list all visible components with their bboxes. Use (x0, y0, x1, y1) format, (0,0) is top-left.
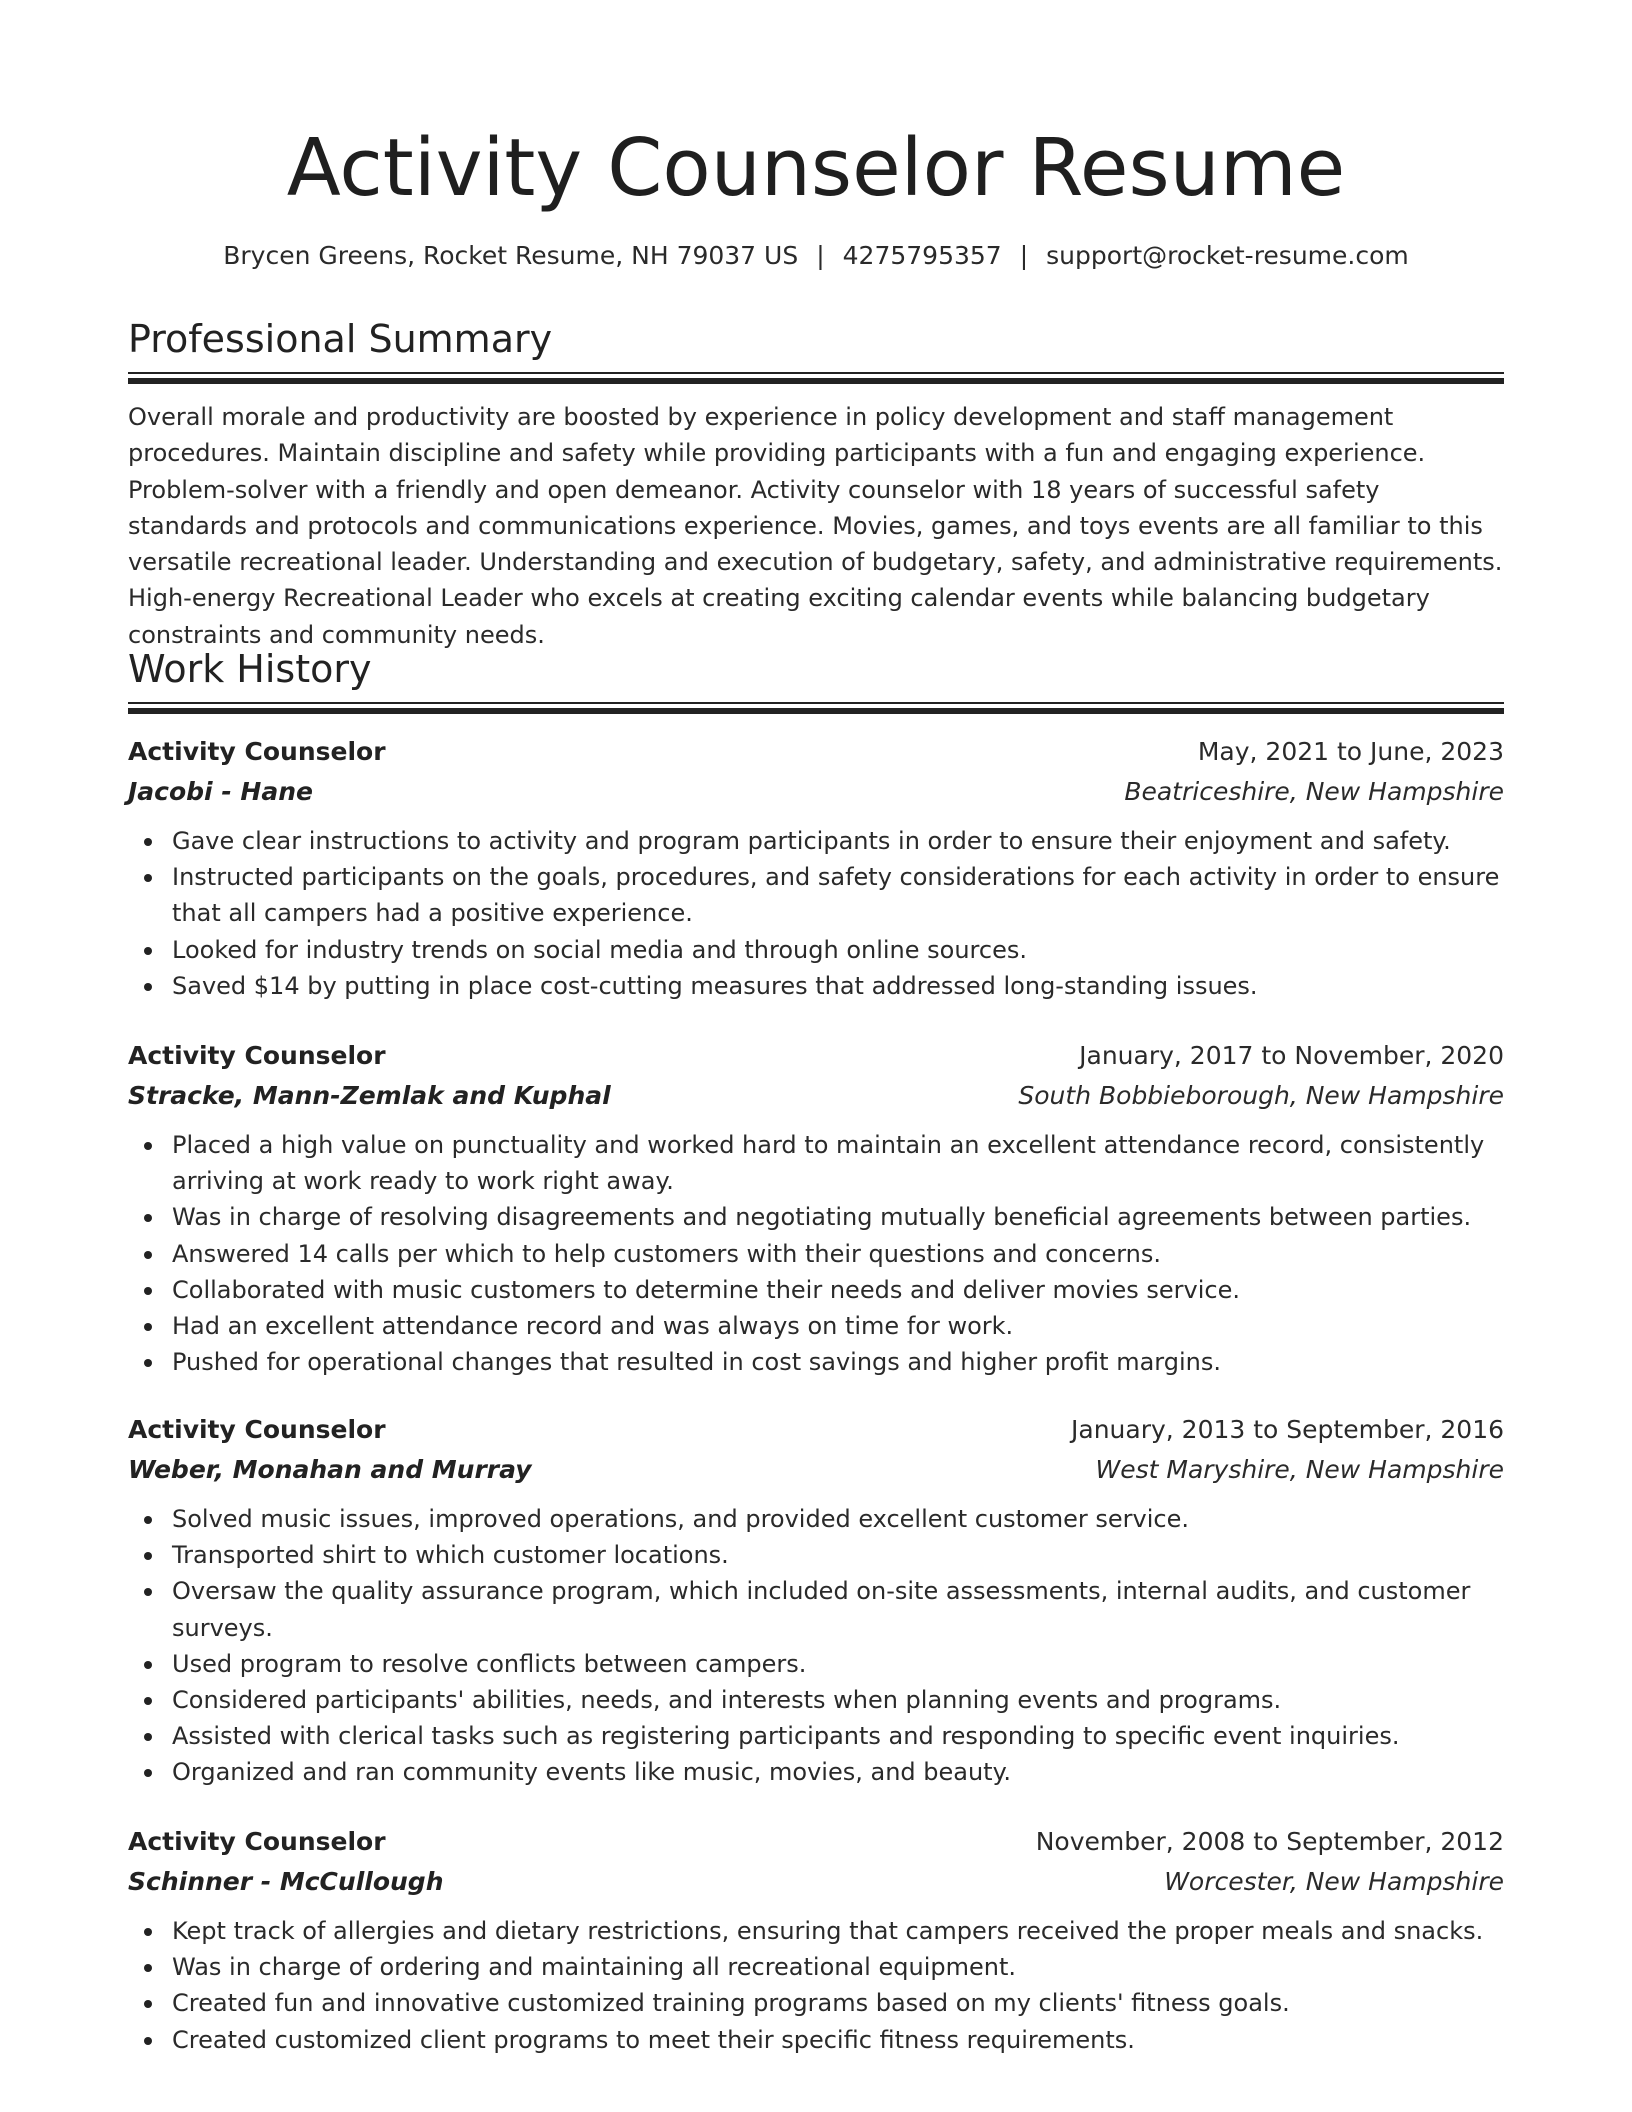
job-company: Jacobi - Hane (128, 777, 313, 806)
job-bullet: Assisted with clerical tasks such as registering participants and responding to specific event inquiries. (128, 1718, 1504, 1754)
section-heading: Work History (128, 647, 372, 691)
contact-separator: | (1019, 241, 1029, 270)
job-dates: January, 2017 to November, 2020 (1079, 1041, 1504, 1070)
job-header-row (128, 1822, 1504, 1862)
job-dates: November, 2008 to September, 2012 (1035, 1827, 1504, 1856)
job-company: Stracke, Mann-Zemlak and Kuphal (128, 1081, 611, 1110)
job-bullet: Saved $14 by putting in place cost-cutting measures that addressed long-standing issues. (128, 968, 1504, 1004)
job-location: South Bobbieborough, New Hampshire (1018, 1081, 1504, 1110)
job-dates: January, 2013 to September, 2016 (1071, 1415, 1504, 1444)
job-entry (128, 732, 1504, 1004)
job-bullet: Had an excellent attendance record and was always on time for work. (128, 1308, 1504, 1344)
job-title: Activity Counselor (128, 1041, 386, 1070)
section-divider (128, 372, 1504, 385)
job-title: Activity Counselor (128, 1415, 386, 1444)
job-entry (128, 1822, 1504, 2058)
job-bullet-list (128, 1913, 1504, 2058)
job-title: Activity Counselor (128, 1827, 386, 1856)
section-divider (128, 702, 1504, 715)
job-company: Weber, Monahan and Murray (128, 1455, 532, 1484)
job-bullet: Was in charge of ordering and maintaining all recreational equipment. (128, 1949, 1504, 1985)
contact-phone: 4275795357 (842, 241, 1002, 270)
job-bullet-list (128, 823, 1504, 1004)
job-location: Worcester, New Hampshire (1164, 1867, 1504, 1896)
job-bullet: Used program to resolve conflicts between campers. (128, 1646, 1504, 1682)
job-location: West Maryshire, New Hampshire (1095, 1455, 1504, 1484)
summary-text: Overall morale and productivity are boosted by experience in policy development and staff management procedures. Maintain discipline and safety while providing participants with a fun and engaging experience. Problem-solver with a friendly and open demeanor. Activity counselor with 18 years of successful safety standards and protocols and communications experience. Movies, games, and toys events are all familiar to this versatile recreational leader. Understanding and execution of budgetary, safety, and administrative requirements. High-energy Recreational Leader who excels at creating exciting calendar events while balancing budgetary constraints and community needs. (128, 403, 1503, 649)
contact-address: Brycen Greens, Rocket Resume, NH 79037 US (223, 241, 799, 270)
job-bullet: Looked for industry trends on social media and through online sources. (128, 932, 1504, 968)
job-bullet: Considered participants' abilities, needs, and interests when planning events and programs. (128, 1682, 1504, 1718)
job-location: Beatriceshire, New Hampshire (1124, 777, 1504, 806)
job-dates: May, 2021 to June, 2023 (1197, 737, 1504, 766)
job-bullet: Created fun and innovative customized training programs based on my clients' fitness goals. (128, 1985, 1504, 2021)
resume-title: Activity Counselor Resume (286, 122, 1346, 214)
job-header-row (128, 1036, 1504, 1076)
job-bullet-list (128, 1501, 1504, 1791)
job-company: Schinner - McCullough (128, 1867, 444, 1896)
job-company-row (128, 1862, 1504, 1902)
job-header-row (128, 732, 1504, 772)
job-bullet: Collaborated with music customers to determine their needs and deliver movies service. (128, 1272, 1504, 1308)
job-company-row (128, 772, 1504, 812)
job-bullet: Created customized client programs to meet their specific fitness requirements. (128, 2022, 1504, 2058)
job-company-row (128, 1076, 1504, 1116)
job-bullet: Answered 14 calls per which to help customers with their questions and concerns. (128, 1236, 1504, 1272)
job-entry (128, 1036, 1504, 1380)
work-history-section (128, 644, 1504, 715)
job-header-row (128, 1410, 1504, 1450)
job-bullet-list (128, 1127, 1504, 1380)
job-company-row (128, 1450, 1504, 1490)
section-heading: Professional Summary (128, 317, 553, 361)
professional-summary-section (128, 314, 1504, 653)
job-bullet: Was in charge of resolving disagreements and negotiating mutually beneficial agreements between parties. (128, 1199, 1504, 1235)
job-title: Activity Counselor (128, 737, 386, 766)
job-bullet: Transported shirt to which customer locations. (128, 1537, 1504, 1573)
contact-separator: | (816, 241, 825, 270)
job-bullet: Solved music issues, improved operations, and provided excellent customer service. (128, 1501, 1504, 1537)
job-bullet: Gave clear instructions to activity and program participants in order to ensure their enjoyment and safety. (128, 823, 1504, 859)
job-bullet: Oversaw the quality assurance program, which included on-site assessments, internal audits, and customer surveys. (128, 1573, 1504, 1645)
contact-line (128, 238, 1504, 274)
job-bullet: Kept track of allergies and dietary restrictions, ensuring that campers received the proper meals and snacks. (128, 1913, 1504, 1949)
contact-email: support@rocket-resume.com (1046, 241, 1409, 270)
job-bullet: Placed a high value on punctuality and worked hard to maintain an excellent attendance record, consistently arriving at work ready to work right away. (128, 1127, 1504, 1199)
job-bullet: Pushed for operational changes that resulted in cost savings and higher profit margins. (128, 1344, 1504, 1380)
job-entry (128, 1410, 1504, 1791)
job-bullet: Instructed participants on the goals, procedures, and safety considerations for each activity in order to ensure that all campers had a positive experience. (128, 859, 1504, 931)
job-bullet: Organized and ran community events like music, movies, and beauty. (128, 1754, 1504, 1790)
